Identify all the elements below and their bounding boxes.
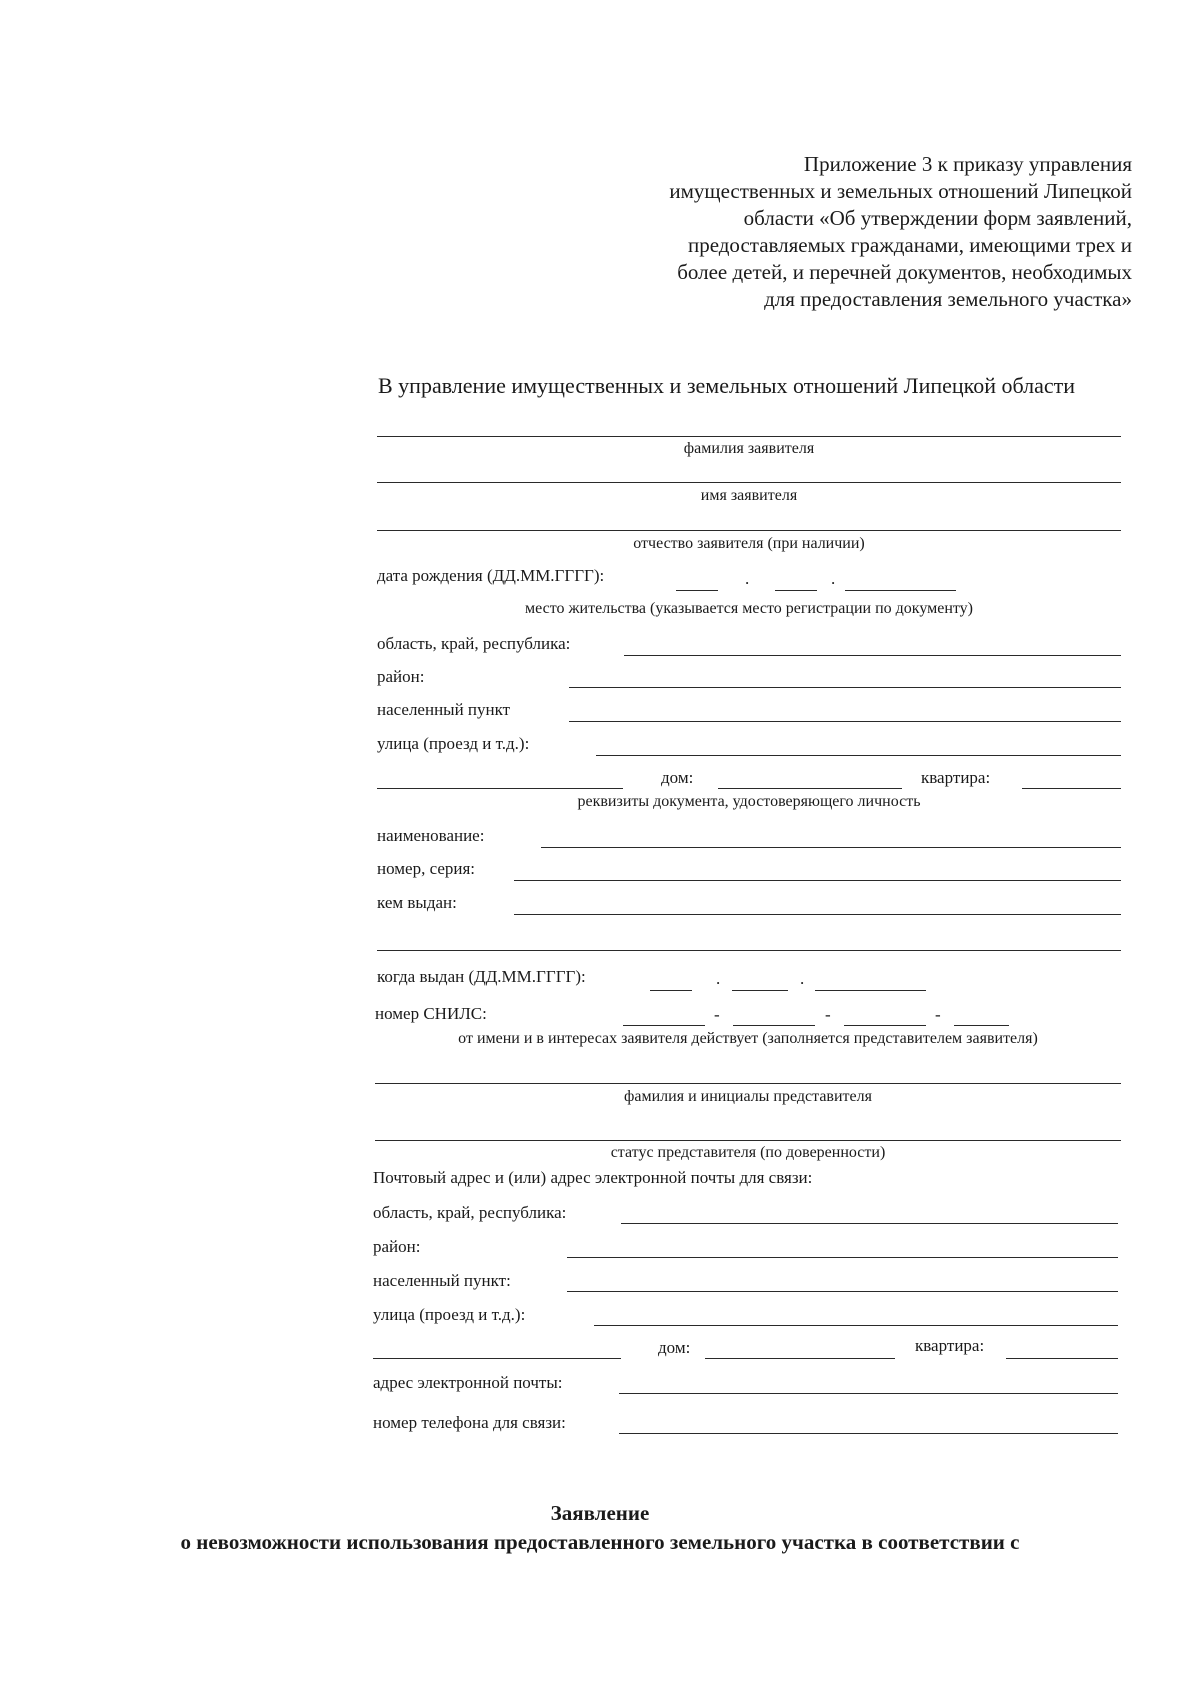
issued-by-label: кем выдан: [377,893,457,912]
street-continuation-field[interactable] [377,788,623,789]
district-field[interactable] [569,687,1121,688]
statement-title: Заявление [550,1501,650,1525]
birth-year-field[interactable] [845,590,956,591]
phone-label: номер телефона для связи: [373,1413,566,1432]
residence-caption: место жительства (указывается место регистрации по документу) [524,600,973,617]
contact-caption: Почтовый адрес и (или) адрес электронной почты для связи: [373,1168,813,1187]
representative-status-caption: статус представителя (по доверенности) [610,1144,886,1161]
email-field[interactable] [619,1393,1118,1394]
snils-part-3-field[interactable] [844,1025,926,1026]
locality-field[interactable] [569,721,1121,722]
doc-name-label: наименование: [377,826,485,845]
date-dot: . [716,969,721,988]
date-dot: . [745,569,750,588]
patronymic-caption: отчество заявителя (при наличии) [633,535,865,552]
snils-part-4-field[interactable] [954,1025,1009,1026]
street-field[interactable] [596,755,1121,756]
contact-street-continuation-field[interactable] [373,1358,621,1359]
date-dot: . [800,969,805,988]
annex-line: предоставляемых гражданами, имеющими трех и [687,233,1132,257]
doc-name-field[interactable] [541,847,1121,848]
contact-flat-label: квартира: [915,1336,985,1355]
name-caption: имя заявителя [700,487,798,504]
street-label: улица (проезд и т.д.): [377,734,530,753]
house-label: дом: [661,768,694,787]
snils-dash: - [935,1005,941,1024]
contact-region-label: область, край, республика: [373,1203,567,1222]
house-field[interactable] [718,788,902,789]
contact-district-label: район: [373,1237,421,1256]
contact-house-label: дом: [658,1338,691,1357]
surname-caption: фамилия заявителя [683,440,815,457]
patronymic-field[interactable] [377,530,1121,531]
representative-name-caption: фамилия и инициалы представителя [624,1088,872,1105]
contact-house-field[interactable] [705,1358,895,1359]
annex-line: более детей, и перечней документов, необходимых [677,260,1132,284]
statement-subtitle: о невозможности использования предоставленного земельного участка в соответствии с [180,1530,1020,1554]
snils-part-2-field[interactable] [733,1025,815,1026]
representative-name-field[interactable] [375,1083,1121,1084]
birth-month-field[interactable] [775,590,817,591]
email-label: адрес электронной почты: [373,1373,563,1392]
contact-district-field[interactable] [567,1257,1118,1258]
contact-street-label: улица (проезд и т.д.): [373,1305,526,1324]
district-label: район: [377,667,425,686]
date-dot: . [831,569,836,588]
birth-date-label: дата рождения (ДД.ММ.ГГГГ): [377,566,605,585]
flat-field[interactable] [1022,788,1121,789]
identity-doc-caption: реквизиты документа, удостоверяющего личность [577,793,921,810]
snils-dash: - [714,1005,720,1024]
phone-field[interactable] [619,1433,1118,1434]
annex-header [512,151,1132,313]
doc-number-label: номер, серия: [377,859,476,878]
locality-label: населенный пункт [377,700,511,719]
doc-number-field[interactable] [514,880,1121,881]
issued-date-label: когда выдан (ДД.ММ.ГГГГ): [377,967,586,986]
addressee: В управление имущественных и земельных отношений Липецкой области [378,373,1076,398]
representative-caption: от имени и в интересах заявителя действует (заполняется представителем заявителя) [458,1030,1038,1047]
name-field[interactable] [377,482,1121,483]
contact-locality-label: населенный пункт: [373,1271,511,1290]
region-field[interactable] [624,655,1121,656]
issued-by-field[interactable] [514,914,1121,915]
issued-year-field[interactable] [815,990,926,991]
issued-by-continuation-field[interactable] [377,950,1121,951]
annex-line: Приложение 3 к приказу управления [803,152,1132,176]
snils-part-1-field[interactable] [623,1025,705,1026]
contact-street-field[interactable] [594,1325,1118,1326]
flat-label: квартира: [921,768,991,787]
snils-dash: - [825,1005,831,1024]
contact-flat-field[interactable] [1006,1358,1118,1359]
region-label: область, край, республика: [377,634,571,653]
contact-region-field[interactable] [621,1223,1118,1224]
representative-status-field[interactable] [375,1140,1121,1141]
annex-line: для предоставления земельного участка» [764,287,1132,311]
surname-field[interactable] [377,436,1121,437]
birth-day-field[interactable] [676,590,718,591]
annex-line: области «Об утверждении форм заявлений, [743,206,1132,230]
contact-locality-field[interactable] [567,1291,1118,1292]
issued-month-field[interactable] [732,990,788,991]
issued-day-field[interactable] [650,990,692,991]
snils-label: номер СНИЛС: [375,1004,487,1023]
annex-line: имущественных и земельных отношений Липецкой [669,179,1132,203]
